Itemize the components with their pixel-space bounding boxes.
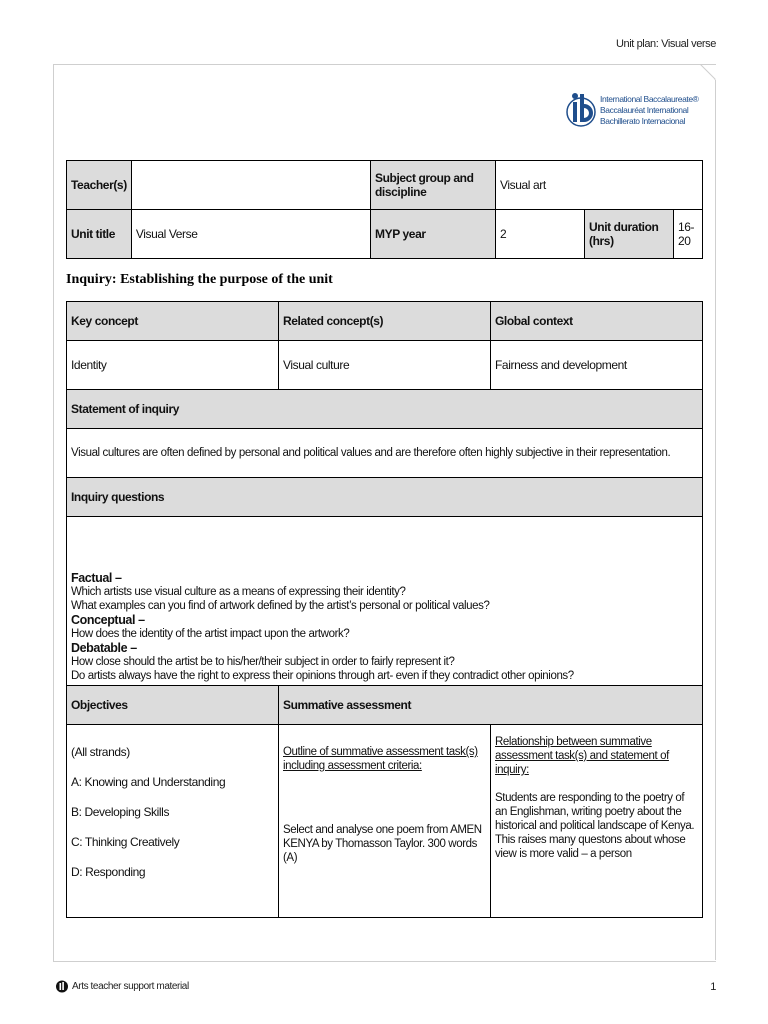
objective-a: A: Knowing and Understanding xyxy=(71,775,226,789)
page-fold-corner xyxy=(700,64,716,80)
page-frame-right-edge xyxy=(715,80,716,960)
factual-question-2: What examples can you find of artwork defined by the artist’s personal or political values? xyxy=(71,600,490,612)
key-concept-label: Key concept xyxy=(67,302,279,341)
summative-relationship-title: Relationship between summative assessment task(s) and statement of inquiry: xyxy=(495,736,669,776)
logo-line-1: International Baccalaureate® xyxy=(600,94,699,104)
unit-info-row-1 xyxy=(67,161,703,210)
statement-of-inquiry-label: Statement of inquiry xyxy=(67,390,703,429)
unit-duration-label: Unit duration (hrs) xyxy=(585,210,674,259)
unit-title-value: Visual Verse xyxy=(131,210,370,259)
unit-info-table xyxy=(66,160,703,259)
inquiry-table xyxy=(66,301,703,918)
conceptual-label: Conceptual – xyxy=(71,613,145,627)
logo-line-3: Bachillerato Internacional xyxy=(600,116,686,126)
factual-question-1: Which artists use visual culture as a means of expressing their identity? xyxy=(71,586,406,598)
key-concept-value: Identity xyxy=(67,341,279,390)
statement-of-inquiry-value: Visual cultures are often defined by personal and political values and are therefore often highly subjective in their representation. xyxy=(67,429,703,478)
subject-group-label: Subject group and discipline xyxy=(371,161,496,210)
unit-duration-value: 16-20 xyxy=(674,210,703,259)
related-concepts-value: Visual culture xyxy=(279,341,491,390)
summative-outline-title: Outline of summative assessment task(s) including assessment criteria: xyxy=(283,746,478,772)
conceptual-question-1: How does the identity of the artist impact upon the artwork? xyxy=(71,628,350,640)
myp-year-value: 2 xyxy=(496,210,585,259)
summative-assessment-label: Summative assessment xyxy=(279,686,703,725)
header-unit-plan-title: Unit plan: Visual verse xyxy=(615,38,716,50)
inquiry-questions-content xyxy=(67,517,703,686)
questions-header-row xyxy=(67,478,703,517)
teacher-value xyxy=(131,161,370,210)
summative-outline-cell xyxy=(279,725,491,918)
summative-relationship-text: Students are responding to the poetry of an Englishman, writing poetry about the historical and political landscape of Kenya. This raises many questons about whose view is more valid – a person xyxy=(495,792,695,860)
concepts-value-row xyxy=(67,341,703,390)
objectives-label: Objectives xyxy=(67,686,279,725)
objective-b: B: Developing Skills xyxy=(71,805,170,819)
global-context-label: Global context xyxy=(491,302,703,341)
footer-text: Arts teacher support material xyxy=(72,981,189,992)
summative-outline-text: Select and analyse one poem from AMEN KENYA by Thomasson Taylor. 300 words (A) xyxy=(283,824,482,864)
objectives-header-row xyxy=(67,686,703,725)
unit-title-label: Unit title xyxy=(67,210,132,259)
objectives-list xyxy=(67,725,279,918)
objectives-value-row xyxy=(67,725,703,918)
related-concepts-label: Related concept(s) xyxy=(279,302,491,341)
objective-d: D: Responding xyxy=(71,865,146,879)
concepts-header-row xyxy=(67,302,703,341)
statement-header-row xyxy=(67,390,703,429)
inquiry-section-title: Inquiry: Establishing the purpose of the unit xyxy=(66,272,333,287)
inquiry-questions-label: Inquiry questions xyxy=(67,478,703,517)
ib-logo-text xyxy=(600,94,699,127)
factual-label: Factual – xyxy=(71,571,122,585)
statement-value-row xyxy=(67,429,703,478)
page-number: 1 xyxy=(710,981,716,993)
ib-logo-icon xyxy=(566,88,596,132)
teacher-label: Teacher(s) xyxy=(67,161,132,210)
questions-value-row xyxy=(67,517,703,686)
objective-c: C: Thinking Creatively xyxy=(71,835,180,849)
debatable-label: Debatable – xyxy=(71,641,137,655)
objectives-strands: (All strands) xyxy=(71,745,130,759)
ib-footer-icon xyxy=(56,979,68,993)
summative-relationship-cell xyxy=(491,725,703,918)
logo-line-2: Baccalauréat International xyxy=(600,105,689,115)
global-context-value: Fairness and development xyxy=(491,341,703,390)
debatable-question-2: Do artists always have the right to express their opinions through art- even if they contradict other opinions? xyxy=(71,670,574,682)
myp-year-label: MYP year xyxy=(371,210,496,259)
ib-logo xyxy=(566,86,699,134)
subject-group-value: Visual art xyxy=(496,161,703,210)
unit-info-row-2 xyxy=(67,210,703,259)
debatable-question-1: How close should the artist be to his/her/their subject in order to fairly represent it? xyxy=(71,656,455,668)
